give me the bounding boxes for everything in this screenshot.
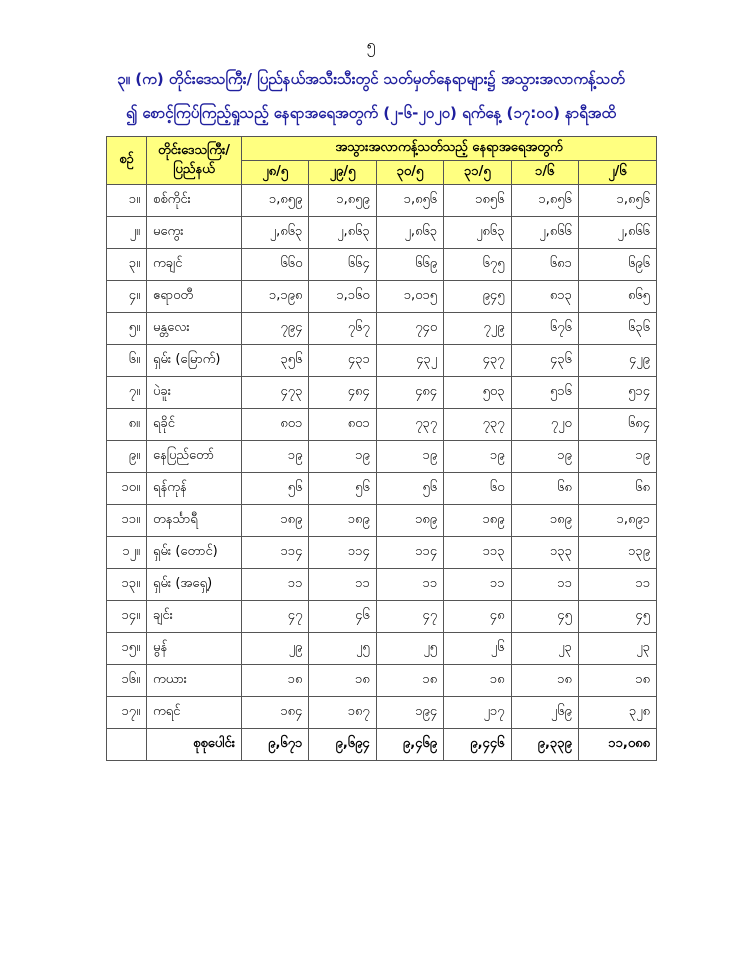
- region-cell: ရခိုင်: [147, 409, 242, 441]
- header-group: အသွားအလာကန့်သတ်သည့် နေရာအရေအတွက်: [242, 137, 657, 161]
- serial-no-cell: ၁၁။: [107, 505, 147, 537]
- count-cell: ၈၀၁: [309, 409, 376, 441]
- count-cell: ၄၃၆: [511, 345, 578, 377]
- count-cell: ၁၁: [511, 569, 578, 601]
- count-cell: ၁၁: [444, 569, 511, 601]
- count-cell: ၁၈၅၆: [444, 185, 511, 217]
- count-cell: ၁၁၄: [242, 537, 309, 569]
- count-cell: ၆၆၉: [376, 249, 443, 281]
- region-cell: စစ်ကိုင်း: [147, 185, 242, 217]
- count-cell: ၆၆၀: [242, 249, 309, 281]
- region-cell: ကရင်: [147, 697, 242, 729]
- region-cell: မွန်: [147, 633, 242, 665]
- count-cell: ၁၈: [242, 665, 309, 697]
- count-cell: ၁၁: [309, 569, 376, 601]
- count-cell: ၈၆၅: [578, 281, 656, 313]
- count-cell: ၁,၈၅၆: [511, 185, 578, 217]
- count-cell: ၁,၀၁၅: [376, 281, 443, 313]
- count-cell: ၁၈: [309, 665, 376, 697]
- count-cell: ၂၅: [376, 633, 443, 665]
- count-cell: ၁၈၇: [309, 697, 376, 729]
- table-row: [107, 505, 657, 537]
- count-cell: ၄၈၄: [376, 377, 443, 409]
- count-cell: ၁၁၄: [376, 537, 443, 569]
- count-cell: ၁၈: [444, 665, 511, 697]
- count-cell: ၈၀၁: [242, 409, 309, 441]
- total-cell: ၉,၄၄၆: [444, 729, 511, 761]
- count-cell: ၈၁၃: [511, 281, 578, 313]
- serial-no-cell: ၅။: [107, 313, 147, 345]
- total-cell: ၉,၆၇၁: [242, 729, 309, 761]
- count-cell: ၁၁: [376, 569, 443, 601]
- count-cell: ၁၁: [242, 569, 309, 601]
- count-cell: ၆၈: [578, 473, 656, 505]
- region-cell: ရှမ်း (အရှေ့): [147, 569, 242, 601]
- document-title-line-2: ၍ စောင့်ကြပ်ကြည့်ရှုသည့် နေရာအရေအတွက် (၂-၆-၂၀၂၀) ရက်နေ့ (၁၇:၀၀) နာရီအထိ: [125, 104, 616, 122]
- total-cell: ၉,၆၉၄: [309, 729, 376, 761]
- count-cell: ၆၇၅: [444, 249, 511, 281]
- region-cell: ကချင်: [147, 249, 242, 281]
- count-cell: ၃၂၈: [578, 697, 656, 729]
- header-date: ၁/၆: [511, 161, 578, 185]
- table-row: [107, 537, 657, 569]
- region-cell: ပဲခူး: [147, 377, 242, 409]
- table-row: [107, 185, 657, 217]
- table-row: [107, 665, 657, 697]
- count-cell: ၄၅: [578, 601, 656, 633]
- count-cell: ၁,၈၅၉: [309, 185, 376, 217]
- count-cell: ၂,၈၆၃: [376, 217, 443, 249]
- restricted-locations-table: [106, 136, 657, 761]
- page-number: ၅: [366, 35, 376, 54]
- count-cell: ၂,၈၆၆: [578, 217, 656, 249]
- count-cell: ၅၁၆: [511, 377, 578, 409]
- document-title-line-1: ၃။ (က) တိုင်းဒေသကြီး/ ပြည်နယ်အသီးသီးတွင် သတ်မှတ်နေရာများ၌ အသွားအလာကန့်သတ်: [117, 70, 625, 88]
- serial-no-cell: ၉။: [107, 441, 147, 473]
- count-cell: ၁,၁၉၈: [242, 281, 309, 313]
- region-cell: ဧရာဝတီ: [147, 281, 242, 313]
- count-cell: ၉၄၅: [444, 281, 511, 313]
- count-cell: ၁၃၃: [511, 537, 578, 569]
- count-cell: ၇၄၀: [376, 313, 443, 345]
- count-cell: ၄၈၄: [309, 377, 376, 409]
- region-cell: ရှမ်း (မြောက်): [147, 345, 242, 377]
- serial-no-cell: ၃။: [107, 249, 147, 281]
- region-cell: ချင်း: [147, 601, 242, 633]
- table-row: [107, 601, 657, 633]
- count-cell: ၁၉: [578, 441, 656, 473]
- count-cell: ၄၇: [376, 601, 443, 633]
- total-cell: ၉,၄၆၉: [376, 729, 443, 761]
- count-cell: ၁၈: [376, 665, 443, 697]
- count-cell: ၇၃၇: [376, 409, 443, 441]
- table-row: [107, 249, 657, 281]
- count-cell: ၄၅: [511, 601, 578, 633]
- count-cell: ၇၆၇: [309, 313, 376, 345]
- table-row: [107, 473, 657, 505]
- count-cell: ၅၆: [376, 473, 443, 505]
- serial-no-cell: ၁၅။: [107, 633, 147, 665]
- count-cell: ၂,၈၆၆: [511, 217, 578, 249]
- count-cell: ၆၀: [444, 473, 511, 505]
- header-date: ၂၉/၅: [309, 161, 376, 185]
- region-cell: တနင်္သာရီ: [147, 505, 242, 537]
- count-cell: ၂၆: [444, 633, 511, 665]
- serial-no-cell: ၁၂။: [107, 537, 147, 569]
- count-cell: ၁၉: [309, 441, 376, 473]
- count-cell: ၂၅: [309, 633, 376, 665]
- region-cell: ရှမ်း (တောင်): [147, 537, 242, 569]
- count-cell: ၁၈: [511, 665, 578, 697]
- count-cell: ၂၃: [511, 633, 578, 665]
- total-empty-cell: [107, 729, 147, 761]
- header-date: ၃၁/၅: [444, 161, 511, 185]
- count-cell: ၁,၈၅၉: [242, 185, 309, 217]
- count-cell: ၁,၈၅၆: [376, 185, 443, 217]
- count-cell: ၆၈၁: [511, 249, 578, 281]
- count-cell: ၆၉၆: [578, 249, 656, 281]
- serial-no-cell: ၇။: [107, 377, 147, 409]
- table-row: [107, 569, 657, 601]
- count-cell: ၅၁၄: [578, 377, 656, 409]
- region-cell: မကွေး: [147, 217, 242, 249]
- total-cell: ၁၁,၀၈၈: [578, 729, 656, 761]
- region-cell: ရန်ကုန်: [147, 473, 242, 505]
- count-cell: ၁,၁၆၀: [309, 281, 376, 313]
- count-cell: ၆၈၄: [578, 409, 656, 441]
- count-cell: ၁၈: [578, 665, 656, 697]
- serial-no-cell: ၁၀။: [107, 473, 147, 505]
- count-cell: ၇၉၄: [242, 313, 309, 345]
- count-cell: ၂၁၇: [444, 697, 511, 729]
- count-cell: ၁၉: [511, 441, 578, 473]
- count-cell: ၁,၈၉၁: [578, 505, 656, 537]
- count-cell: ၂၆၉: [511, 697, 578, 729]
- table-row: [107, 697, 657, 729]
- count-cell: ၇၃၇: [444, 409, 511, 441]
- count-cell: ၄၂၉: [578, 345, 656, 377]
- count-cell: ၁၈၉: [511, 505, 578, 537]
- serial-no-cell: ၁၇။: [107, 697, 147, 729]
- count-cell: ၇၂၉: [444, 313, 511, 345]
- count-cell: ၁၉: [376, 441, 443, 473]
- header-date: ၂၈/၅: [242, 161, 309, 185]
- table-row: [107, 377, 657, 409]
- header-date: ၂/၆: [578, 161, 656, 185]
- count-cell: ၄၈: [444, 601, 511, 633]
- count-cell: ၁,၈၅၆: [578, 185, 656, 217]
- count-cell: ၄၃၁: [309, 345, 376, 377]
- count-cell: ၁၁: [578, 569, 656, 601]
- serial-no-cell: ၈။: [107, 409, 147, 441]
- count-cell: ၆၇၆: [511, 313, 578, 345]
- count-cell: ၄၃၂: [376, 345, 443, 377]
- count-cell: ၂၉: [242, 633, 309, 665]
- count-cell: ၁၉: [242, 441, 309, 473]
- count-cell: ၁၈၉: [242, 505, 309, 537]
- count-cell: ၆၈: [511, 473, 578, 505]
- total-cell: ၉,၃၃၉: [511, 729, 578, 761]
- count-cell: ၁၁၃: [444, 537, 511, 569]
- count-cell: ၁၈၉: [309, 505, 376, 537]
- serial-no-cell: ၁၃။: [107, 569, 147, 601]
- serial-no-cell: ၆။: [107, 345, 147, 377]
- count-cell: ၆၃၆: [578, 313, 656, 345]
- count-cell: ၆၆၄: [309, 249, 376, 281]
- count-cell: ၃၅၆: [242, 345, 309, 377]
- count-cell: ၁၈၉: [444, 505, 511, 537]
- serial-no-cell: ၁၄။: [107, 601, 147, 633]
- header-serial-no: စဉ်: [107, 137, 147, 185]
- count-cell: ၄၇: [242, 601, 309, 633]
- count-cell: ၁၃၉: [578, 537, 656, 569]
- table-row: [107, 633, 657, 665]
- count-cell: ၄၇၃: [242, 377, 309, 409]
- region-cell: နေပြည်တော်: [147, 441, 242, 473]
- serial-no-cell: ၁၆။: [107, 665, 147, 697]
- total-label: စုစုပေါင်း: [147, 729, 242, 761]
- table-row: [107, 313, 657, 345]
- table-row: [107, 409, 657, 441]
- total-row: [107, 729, 657, 761]
- region-cell: မန္တလေး: [147, 313, 242, 345]
- count-cell: ၁၈၄: [242, 697, 309, 729]
- table-row: [107, 345, 657, 377]
- count-cell: ၄၃၇: [444, 345, 511, 377]
- count-cell: ၁၁၄: [309, 537, 376, 569]
- count-cell: ၁၈၉: [376, 505, 443, 537]
- count-cell: ၅၆: [309, 473, 376, 505]
- count-cell: ၂၈၆၃: [444, 217, 511, 249]
- header-region: တိုင်းဒေသကြီး/ ပြည်နယ်: [147, 137, 242, 185]
- count-cell: ၂,၈၆၃: [309, 217, 376, 249]
- count-cell: ၁၉: [444, 441, 511, 473]
- count-cell: ၂,၈၆၃: [242, 217, 309, 249]
- serial-no-cell: ၁။: [107, 185, 147, 217]
- serial-no-cell: ၂။: [107, 217, 147, 249]
- region-cell: ကယား: [147, 665, 242, 697]
- header-date: ၃၀/၅: [376, 161, 443, 185]
- table-row: [107, 217, 657, 249]
- count-cell: ၅၀၃: [444, 377, 511, 409]
- count-cell: ၁၉၄: [376, 697, 443, 729]
- table-row: [107, 441, 657, 473]
- count-cell: ၄၆: [309, 601, 376, 633]
- count-cell: ၂၃: [578, 633, 656, 665]
- table-row: [107, 281, 657, 313]
- count-cell: ၇၂၀: [511, 409, 578, 441]
- count-cell: ၅၆: [242, 473, 309, 505]
- serial-no-cell: ၄။: [107, 281, 147, 313]
